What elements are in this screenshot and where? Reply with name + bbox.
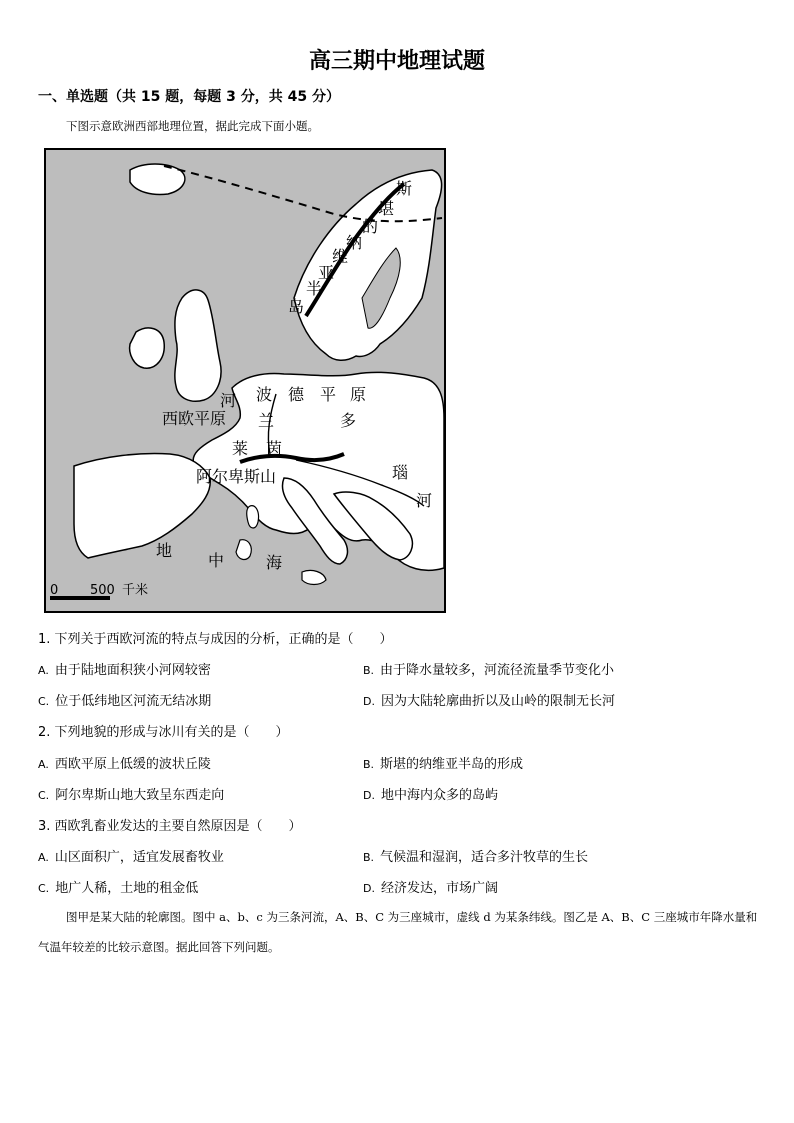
europe-map [44, 148, 446, 613]
option-key: C. [38, 789, 50, 802]
option-key: B. [363, 664, 375, 677]
option-key: B. [363, 851, 375, 864]
option-text: 气候温和湿润，适合多汁牧草的生长 [380, 850, 589, 865]
map-label-nao: 瑙 [392, 463, 409, 482]
option-key: D. [363, 789, 375, 802]
option-text: 地广人稀，土地的租金低 [55, 881, 199, 896]
question-2-option-d[interactable] [363, 784, 498, 803]
question-3-option-c[interactable] [38, 877, 198, 896]
map-label-med-1: 地 [156, 541, 173, 560]
map-label-scandi-3: 的 [362, 217, 379, 236]
option-text: 阿尔卑斯山地大致呈东西走向 [55, 788, 225, 803]
option-text: 由于降水量较多，河流径流量季节变化小 [380, 663, 615, 678]
option-text: 因为大陆轮廓曲折以及山岭的限制无长河 [380, 694, 615, 709]
question-1-option-b[interactable] [363, 659, 614, 678]
option-key: C. [38, 695, 50, 708]
question-2-option-c[interactable] [38, 784, 224, 803]
map-label-lai: 莱 [232, 439, 249, 458]
question-2-stem: 2. 下列地貌的形成与冰川有关的是（ ） [38, 725, 289, 740]
option-key: A. [38, 758, 49, 771]
map-label-he: 河 [220, 391, 237, 410]
map-label-he2: 河 [416, 491, 433, 510]
map-label-polish-2: 德 [288, 385, 305, 404]
page-title: 高三期中地理试题 [308, 48, 485, 74]
map-label-med-2: 中 [208, 551, 225, 570]
map-label-alps: 阿尔卑斯山 [196, 467, 277, 486]
question-3-option-a[interactable] [38, 846, 224, 865]
option-key: D. [363, 695, 375, 708]
map-intro: 下图示意欧洲西部地理位置，据此完成下面小题。 [66, 119, 319, 133]
option-key: B. [363, 758, 375, 771]
map-label-scandi-7: 半 [306, 279, 323, 298]
map-label-scandi-6: 亚 [318, 263, 335, 282]
option-key: D. [363, 882, 375, 895]
question-3-option-b[interactable] [363, 846, 588, 865]
map-label-scandi-8: 岛 [288, 297, 305, 316]
question-1-option-c[interactable] [38, 690, 211, 709]
option-text: 由于陆地面积狭小河网较密 [54, 663, 211, 678]
question-1-stem: 1. 下列关于西欧河流的特点与成因的分析，正确的是（ ） [38, 632, 393, 647]
map-label-duo: 多 [340, 411, 357, 430]
option-text: 山区面积广，适宜发展畜牧业 [54, 850, 224, 865]
map-label-polish-1: 波 [256, 385, 273, 404]
scale-unit: 千米 [122, 583, 149, 598]
scale-zero: 0 [50, 583, 59, 598]
question-1-option-d[interactable] [363, 690, 615, 709]
option-key: A. [38, 664, 49, 677]
section-heading: 一、单选题（共 15 题，每题 3 分，共 45 分） [38, 89, 340, 105]
map-label-west-plain: 西欧平原 [162, 409, 227, 428]
option-text: 地中海内众多的岛屿 [380, 788, 498, 803]
map-label-polish-4: 原 [350, 385, 367, 404]
option-text: 位于低纬地区河流无结冰期 [55, 694, 212, 709]
map-label-scandi-1: 斯 [396, 179, 413, 198]
map-label-polish-5: 兰 [258, 411, 275, 430]
map-label-med-3: 海 [266, 553, 283, 572]
map-label-scandi-4: 纳 [346, 233, 363, 252]
option-key: A. [38, 851, 49, 864]
option-text: 斯堪的纳维亚半岛的形成 [380, 757, 524, 772]
option-key: C. [38, 882, 50, 895]
question-3-option-d[interactable] [363, 877, 498, 896]
map-label-scandi-2: 堪 [378, 199, 395, 218]
map-label-yin: 茵 [266, 439, 283, 458]
next-question-intro: 图甲是某大陆的轮廓图。图中 a、b、c 为三条河流，A、B、C 为三座城市，虚线 d 为某条纬线。图乙是 A、B、C 三座城市年降水量和气温年较差的比较示意图。据此回答下列问题。 [38, 910, 758, 954]
question-2-option-b[interactable] [363, 753, 523, 772]
option-text: 西欧平原上低缓的波状丘陵 [54, 757, 211, 772]
map-label-scandi-5: 维 [332, 247, 349, 266]
scale-value: 500 [90, 583, 115, 598]
option-text: 经济发达，市场广阔 [380, 881, 498, 896]
question-2-option-a[interactable] [38, 753, 211, 772]
map-label-polish-3: 平 [320, 385, 337, 404]
question-3-stem: 3. 西欧乳畜业发达的主要自然原因是（ ） [38, 819, 302, 834]
question-1-option-a[interactable] [38, 659, 211, 678]
